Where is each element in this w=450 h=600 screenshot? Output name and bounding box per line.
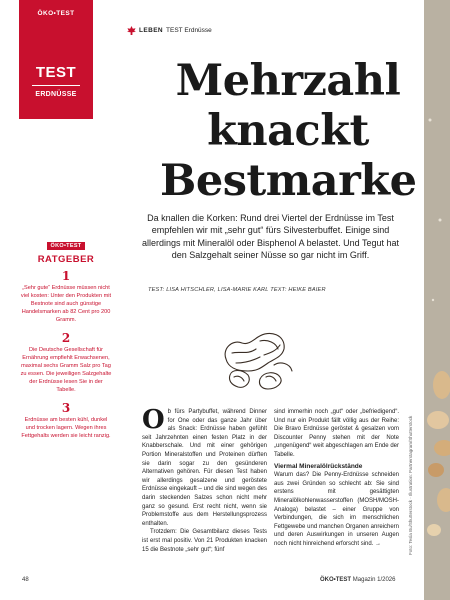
- body-paragraph: sind immerhin noch „gut“ oder „befriedigend“. Und nur ein Produkt fällt völlig aus der Reihe: Die Bravo Erdnüsse geröstet & gesalzen vom Discounter Penny stehen mit der Note „ungenügend“ weit abgeschlagen am Ende der Tabelle.: [274, 409, 399, 458]
- tip-item: [20, 331, 112, 394]
- body-column-left: [142, 405, 267, 554]
- leaf-icon: [127, 26, 136, 35]
- headline-line-3: Bestmarke: [160, 156, 417, 206]
- lead-paragraph: Da knallen die Korken: Rund drei Viertel der Erdnüsse im Test empfehlen wir mit „sehr gut“ fürs Silvesterbuffet. Einige sind allerdings mit Mineralöl oder Bisphenol A belastet. Und Tegut hat den Salzgehalt seiner Nüsse so gar nicht im Griff.: [142, 213, 399, 261]
- breadcrumb-section: LEBEN: [139, 27, 164, 34]
- peanut-illustration: [218, 325, 298, 393]
- tip-text: Erdnüsse am besten kühl, dunkel und trocken lagern. Wegen ihres Fettgehalts werden sie leicht ranzig.: [21, 417, 111, 439]
- headline-line-1: Mehrzahl: [175, 56, 401, 106]
- tab-subtitle: ERDNÜSSE: [35, 91, 77, 98]
- body-column-right: [274, 408, 399, 549]
- tip-text: Die Deutsche Gesellschaft für Ernährung empfiehlt Erwachsenen, maximal sechs Gramm Salz pro Tag zu essen. Die jeweiligen Salzgehalte der Erdnüsse lesen Sie in der Tabelle.: [20, 347, 112, 393]
- footer-brand: ÖKO•TEST: [320, 577, 352, 583]
- body-paragraph: Warum das? Die Penny-Erdnüsse schneiden aus zwei Gründen so schlecht ab: Sie sind erstens mit gesättigten Mineralölkohlenwasserstoffen (MOSH/MOSH-Analoga) belastet – einer Gruppe von Verbindungen, die sich im menschlichen Fettgewebe und manchen Organen anreichern und deren Auswirkungen in unseren Augen noch nicht hinreichend erforscht sind. →: [274, 472, 399, 547]
- tab-brand: ÖKO•TEST: [37, 10, 75, 17]
- drop-cap: O: [142, 405, 165, 435]
- sidebar-badge: ÖKO•TEST: [47, 242, 86, 250]
- headline: [160, 56, 416, 206]
- breadcrumb: [127, 26, 212, 35]
- tip-item: [20, 269, 112, 324]
- tip-number: 2: [61, 331, 71, 345]
- page-number: 48: [22, 577, 29, 583]
- section-tab: [19, 0, 93, 119]
- headline-line-2: knackt: [207, 106, 369, 156]
- sidebar-title: RATGEBER: [37, 254, 95, 265]
- tip-item: [20, 401, 112, 440]
- photo-credit: Foto: Tesla Bu/Shutterstock · Illustration: Partnerstagram/Shutterstock: [408, 415, 413, 555]
- tip-number: 3: [61, 401, 71, 415]
- footer-issue: Magazin 1/2026: [352, 577, 396, 583]
- tab-divider: [32, 85, 80, 86]
- tab-title: TEST: [35, 64, 77, 81]
- tip-number: 1: [61, 269, 71, 283]
- magazine-info: [320, 577, 395, 583]
- tip-text: „Sehr gute“ Erdnüsse müssen nicht viel kosten: Unter den Produkten mit Bestnote sind auch günstige Handelsmarken ab 82 Cent pro 200 Gramm.: [20, 285, 112, 323]
- body-paragraph: Trotzdem: Die Gesamtbilanz dieses Tests ist erst mal positiv. Von 21 Produkten knacken 15 die Bestnote „sehr gut“; fünf: [142, 529, 267, 553]
- subheading: Viermal Mineralölrückstände: [274, 462, 363, 470]
- breadcrumb-topic: TEST Erdnüsse: [166, 27, 212, 34]
- author-credits: TEST: LISA HITSCHLER, LISA-MARIE KARL TEXT: HEIKE BAIER: [148, 287, 326, 293]
- ratgeber-sidebar: [20, 234, 112, 440]
- peanut-photo: [424, 0, 450, 600]
- body-paragraph: Ob fürs Partybuffet, während Dinner for One oder das ganze Jahr über als Snack: Erdnüsse haben gefühlt seit Jahrzehnten einen festen Platz in der Knabberschale. Und mit einer gehörigen Portion Mineralstoffen und Proteinen dürften sie darin sogar zu den gesünderen Alternativen gehören. Für diesen Test haben wir allerdings gesalzene und geröstete Erdnüsse eingekauft – und die sind wegen des darin steckenden Salzes schon nicht mehr ganz so gesund. Erst recht nicht, wenn sie Problemstoffe aus dem Herstellungsprozess enthalten.: [142, 405, 267, 527]
